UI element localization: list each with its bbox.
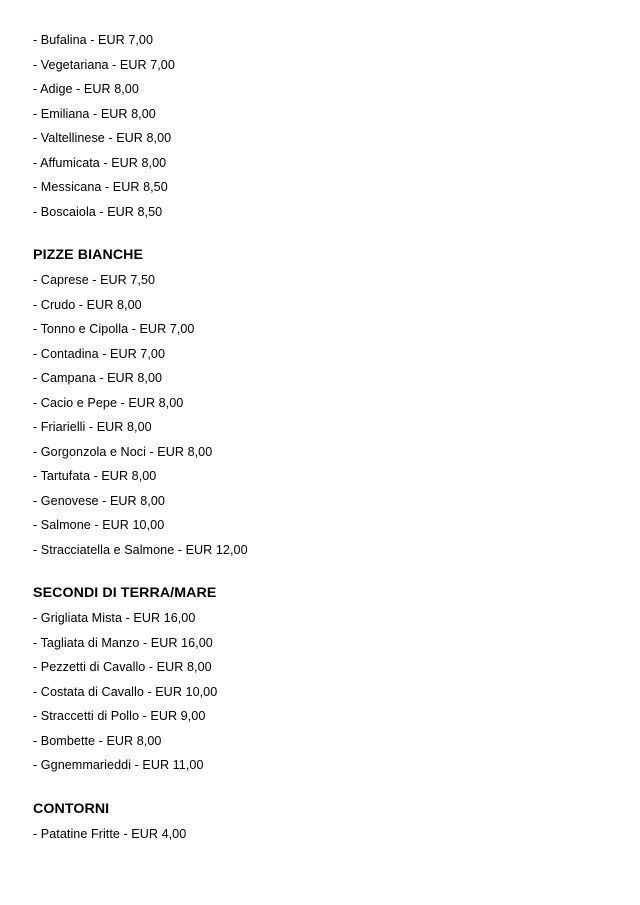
menu-item-list	[33, 822, 607, 847]
menu-item	[33, 200, 607, 225]
menu-item	[33, 391, 607, 416]
section-heading: CONTORNI	[33, 800, 110, 817]
menu-item	[33, 538, 607, 563]
menu-section	[33, 581, 607, 778]
menu-item-text: - Friarielli - EUR 8,00	[33, 420, 152, 434]
menu-item	[33, 440, 607, 465]
menu-item	[33, 513, 607, 538]
section-heading: PIZZE BIANCHE	[33, 247, 144, 263]
menu-item-text: - Gorgonzola e Noci - EUR 8,00	[33, 444, 213, 459]
menu-item	[33, 464, 607, 489]
menu-item	[33, 317, 607, 342]
menu-item	[33, 293, 607, 318]
menu-item-text: - Straccetti di Pollo - EUR 9,00	[33, 709, 206, 723]
menu-item	[33, 631, 607, 656]
menu-item	[33, 342, 607, 367]
menu-item-text: - Boscaiola - EUR 8,50	[33, 204, 163, 219]
menu-item-text: - Messicana - EUR 8,50	[33, 180, 168, 194]
menu-item-text: - Salmone - EUR 10,00	[33, 518, 165, 532]
menu-item-text: - Crudo - EUR 8,00	[33, 297, 142, 312]
menu-item-text: - Affumicata - EUR 8,00	[33, 155, 167, 170]
menu-item-text: - Tonno e Cipolla - EUR 7,00	[33, 322, 195, 336]
menu-item-list	[33, 268, 607, 562]
menu-item	[33, 680, 607, 705]
menu-document-body	[33, 28, 607, 846]
menu-item-text: - Bufalina - EUR 7,00	[33, 33, 154, 47]
menu-item	[33, 655, 607, 680]
menu-item-text: - Stracciatella e Salmone - EUR 12,00	[33, 542, 248, 557]
menu-item-text: - Genovese - EUR 8,00	[33, 493, 165, 508]
menu-item	[33, 102, 607, 127]
menu-item	[33, 28, 607, 53]
menu-item-text: - Adige - EUR 8,00	[33, 82, 139, 96]
menu-item	[33, 126, 607, 151]
menu-section	[33, 28, 607, 224]
menu-item-text: - Patatine Fritte - EUR 4,00	[33, 826, 187, 841]
menu-item	[33, 53, 607, 78]
menu-item	[33, 268, 607, 293]
menu-item	[33, 77, 607, 102]
menu-item	[33, 175, 607, 200]
menu-item	[33, 489, 607, 514]
section-heading: SECONDI DI TERRA/MARE	[33, 585, 217, 601]
menu-item-text: - Contadina - EUR 7,00	[33, 346, 165, 361]
menu-item	[33, 606, 607, 631]
menu-item-text: - Costata di Cavallo - EUR 10,00	[33, 684, 218, 699]
menu-item-text: - Valtellinese - EUR 8,00	[33, 131, 172, 145]
menu-item-list	[33, 606, 607, 778]
menu-section	[33, 243, 607, 562]
menu-item-text: - Tartufata - EUR 8,00	[33, 469, 157, 483]
menu-item	[33, 753, 607, 778]
menu-item-text: - Bombette - EUR 8,00	[33, 733, 162, 748]
menu-item	[33, 822, 607, 847]
menu-item-text: - Tagliata di Manzo - EUR 16,00	[33, 635, 213, 650]
menu-item	[33, 415, 607, 440]
menu-item-text: - Ggnemmarieddi - EUR 11,00	[33, 758, 204, 772]
menu-item	[33, 151, 607, 176]
menu-item-text: - Grigliata Mista - EUR 16,00	[33, 611, 196, 625]
menu-item-text: - Caprese - EUR 7,50	[33, 273, 156, 287]
menu-item-text: - Pezzetti di Cavallo - EUR 8,00	[33, 660, 212, 674]
menu-item	[33, 729, 607, 754]
menu-item-text: - Vegetariana - EUR 7,00	[33, 57, 175, 72]
menu-item-text: - Emiliana - EUR 8,00	[33, 106, 156, 121]
menu-item	[33, 366, 607, 391]
menu-item-list	[33, 28, 607, 224]
menu-item-text: - Campana - EUR 8,00	[33, 371, 163, 385]
menu-item	[33, 704, 607, 729]
menu-section	[33, 797, 607, 847]
menu-item-text: - Cacio e Pepe - EUR 8,00	[33, 395, 184, 410]
